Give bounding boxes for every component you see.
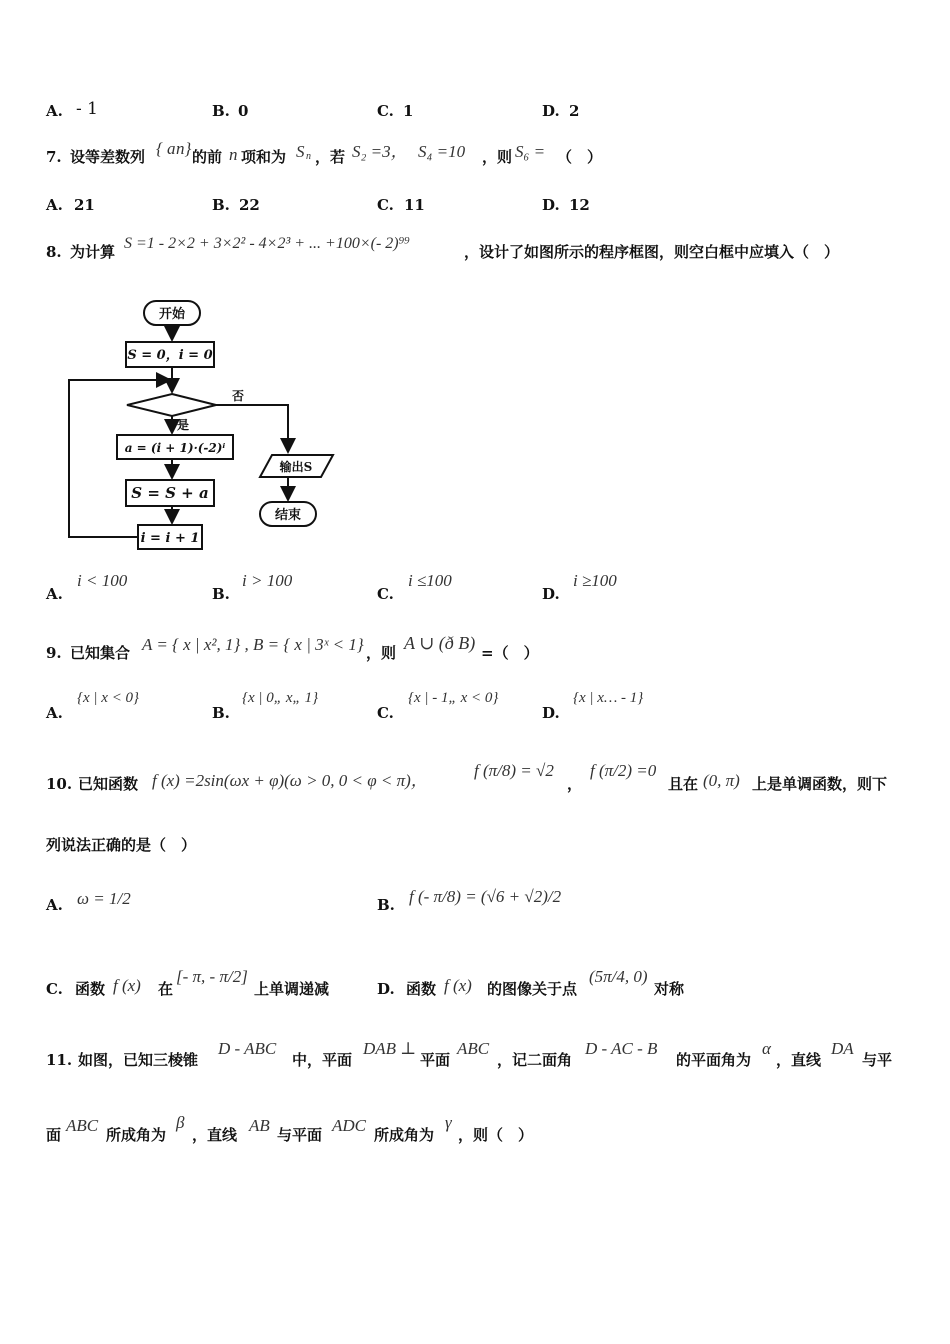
flow-init-label: S = 0，i = 0 <box>127 348 213 363</box>
q10-option-d-math1: f (x) <box>444 976 472 995</box>
q11-math-4: D - AC - B <box>585 1039 658 1058</box>
q9-text-2: ，则 <box>366 644 397 662</box>
q7-option-a-letter: A. <box>46 196 63 214</box>
q10-math-c2: f (π/2) =0 <box>590 761 657 780</box>
q10-option-d-math2: (5π/4, 0) <box>589 967 648 986</box>
q11-number: 11. <box>46 1051 73 1069</box>
q7-option-b-value: 22 <box>239 196 260 214</box>
q10-option-c-math1: f (x) <box>113 976 141 995</box>
q10-math-int: (0, π) <box>703 771 740 790</box>
q11-text-6: ，直线 <box>776 1051 822 1069</box>
q11-math-8: β <box>176 1113 185 1132</box>
flow-assign-s-label: S = S + a <box>131 484 209 502</box>
q6-option-d-letter: D. <box>542 102 560 120</box>
q8-formula: S =1 - 2×2 + 3×2² - 4×2³ + ... +100×(- 2)⁹⁹ <box>124 235 410 252</box>
q7-text-4: ，若 <box>315 148 346 166</box>
q11-line2-3: ，直线 <box>192 1126 238 1144</box>
q11-math-10: ADC <box>332 1116 366 1135</box>
q6-option-b-value: 0 <box>238 102 249 120</box>
q8-text-2: ，设计了如图所示的程序框图，则空白框中应填入（ ） <box>464 243 840 261</box>
q11-line2-4: 与平面 <box>277 1126 323 1144</box>
q10-option-b-math: f (- π/8) = (√6 + √2)/2 <box>409 887 562 906</box>
q11-text-5: 的平面角为 <box>676 1051 752 1069</box>
q6-option-a-letter: A. <box>46 102 63 120</box>
q7-math-n: n <box>229 145 238 164</box>
q11-text-4: ，记二面角 <box>497 1051 573 1069</box>
q8-text-1: 为计算 <box>70 243 116 261</box>
q7-math-s6: S₆ = <box>515 142 546 161</box>
q10-option-a-math: ω = 1/2 <box>77 889 131 908</box>
q11-math-5: α <box>762 1039 771 1058</box>
q7-text-6: （ ） <box>557 148 603 166</box>
q9-number: 9. <box>46 644 62 662</box>
q10-text-3: 且在 <box>668 775 699 793</box>
q10-option-d-text1: 函数 <box>406 980 437 998</box>
q11-math-9: AB <box>249 1116 270 1135</box>
q9-option-c-value: {x | - 1„ x < 0} <box>408 690 499 706</box>
q10-option-d-letter: D. <box>377 980 395 998</box>
q8-option-d-value: i ≥100 <box>573 571 617 590</box>
q7-math-sn: S <box>296 142 305 161</box>
q10-text-4: 上是单调函数，则下 <box>752 775 888 793</box>
q10-option-d-text3: 对称 <box>654 980 685 998</box>
q7-option-d-value: 12 <box>569 196 590 214</box>
q11-math-1: D - ABC <box>218 1039 277 1058</box>
q7-option-c-value: 11 <box>404 196 425 214</box>
q6-option-a-value: - 1 <box>76 99 98 119</box>
q6-option-d-value: 2 <box>569 102 580 120</box>
q9-math-sets: A = { x | x², 1} , B = { x | 3ˣ < 1} <box>142 635 364 654</box>
q10-option-c-text3: 上单调递减 <box>254 980 330 998</box>
q10-option-c-letter: C. <box>46 980 63 998</box>
q11-math-11: γ <box>445 1113 452 1132</box>
q6-option-b-letter: B. <box>212 102 230 120</box>
q9-math-union: A ∪ (ð B) <box>404 633 476 653</box>
flow-no-label: 否 <box>232 389 245 403</box>
q8-option-a-letter: A. <box>46 585 63 603</box>
flow-output-label: 输出S <box>279 460 313 474</box>
q9-text-3: =（ ） <box>481 644 539 662</box>
q10-option-a-letter: A. <box>46 896 63 914</box>
q11-text-1: 如图，已知三棱锥 <box>78 1051 199 1069</box>
q11-math-7: ABC <box>66 1116 99 1135</box>
q7-option-d-letter: D. <box>542 196 560 214</box>
q10-number: 10. <box>46 775 73 793</box>
q6-option-c-letter: C. <box>377 102 394 120</box>
flow-decision-box <box>127 394 216 416</box>
q7-text-1: 设等差数列 <box>70 148 146 166</box>
q8-option-d-letter: D. <box>542 585 560 603</box>
q10-option-c-text2: 在 <box>158 980 174 998</box>
flow-inc-label: i = i + 1 <box>140 531 200 546</box>
q11-line2-1: 面 <box>46 1126 62 1144</box>
q10-math-c1: f (π/8) = √2 <box>474 761 554 780</box>
q8-option-c-letter: C. <box>377 585 394 603</box>
q11-line2-5: 所成角为 <box>374 1126 435 1144</box>
q10-option-b-letter: B. <box>377 896 395 914</box>
q7-math-s2: S₂ =3， <box>352 142 408 161</box>
q10-option-c-math2: [- π, - π/2] <box>176 967 248 986</box>
q7-text-5: ，则 <box>482 148 513 166</box>
q9-option-d-value: {x | x… - 1} <box>573 690 644 706</box>
q11-text-7: 与平 <box>862 1051 893 1069</box>
q10-option-d-text2: 的图像关于点 <box>487 980 578 998</box>
q7-math-an: { a <box>156 139 176 158</box>
q7-number: 7. <box>46 148 62 166</box>
q10-math-f: f (x) =2sin(ωx + φ)(ω > 0, 0 < φ < π)， <box>152 771 428 790</box>
flow-start-label: 开始 <box>158 307 186 322</box>
q7-math-s4: S₄ =10 <box>418 142 466 161</box>
q11-text-2: 中，平面 <box>292 1051 353 1069</box>
q8-option-a-value: i < 100 <box>77 571 128 590</box>
flow-end-label: 结束 <box>274 508 302 523</box>
q9-option-c-letter: C. <box>377 704 394 722</box>
q11-line2-6: ，则（ ） <box>458 1126 534 1144</box>
q10-text-1: 已知函数 <box>78 775 139 793</box>
q7-text-2: 的前 <box>192 148 223 166</box>
flow-assign-a-label: a = (i + 1)·(-2)ⁱ <box>124 441 226 455</box>
q10-line2: 列说法正确的是（ ） <box>46 836 197 854</box>
q7-text-3: 项和为 <box>241 148 287 166</box>
q8-option-c-value: i ≤100 <box>408 571 452 590</box>
q11-text-3: 平面 <box>420 1051 451 1069</box>
q9-option-a-value: {x | x < 0} <box>77 690 140 706</box>
flow-yes-label: 是 <box>177 418 190 432</box>
q8-option-b-letter: B. <box>212 585 230 603</box>
q7-option-c-letter: C. <box>377 196 394 214</box>
q9-option-b-letter: B. <box>212 704 230 722</box>
q7-option-a-value: 21 <box>74 196 95 214</box>
q11-line2-2: 所成角为 <box>106 1126 167 1144</box>
q6-option-c-value: 1 <box>403 102 414 120</box>
q9-option-a-letter: A. <box>46 704 63 722</box>
q10-text-2: ， <box>567 775 583 793</box>
q10-option-c-text1: 函数 <box>75 980 106 998</box>
q9-option-b-value: {x | 0„ x„ 1} <box>242 690 319 706</box>
q8-option-b-value: i > 100 <box>242 571 293 590</box>
q9-option-d-letter: D. <box>542 704 560 722</box>
q11-math-3: ABC <box>457 1039 490 1058</box>
q11-math-2: DAB ⊥ <box>363 1039 417 1058</box>
q11-math-6: DA <box>831 1039 854 1058</box>
q8-number: 8. <box>46 243 62 261</box>
q9-text-1: 已知集合 <box>70 644 131 662</box>
q7-option-b-letter: B. <box>212 196 230 214</box>
